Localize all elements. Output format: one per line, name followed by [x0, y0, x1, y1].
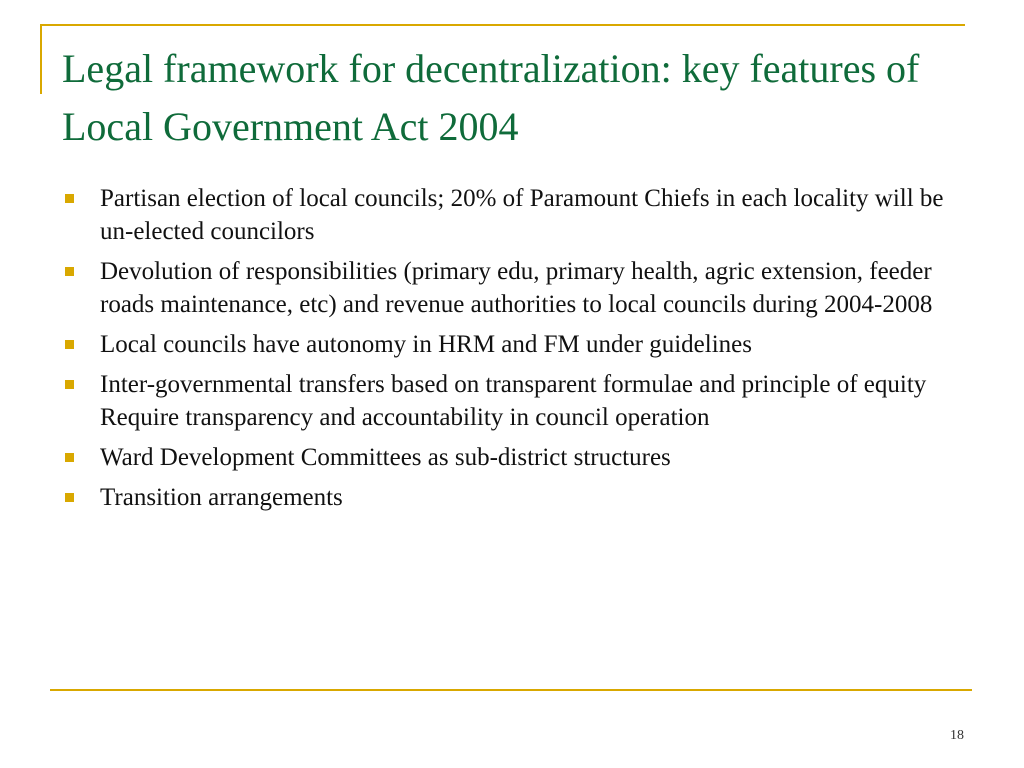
slide-page-number: 18	[950, 728, 964, 743]
left-accent-rule	[40, 24, 42, 94]
bullet-text: Partisan election of local councils; 20% of Paramount Chiefs in each locality will be un-elected councilors	[100, 185, 944, 245]
bullet-item	[62, 368, 967, 434]
slide-title: Legal framework for decentralization: key features of Local Government Act 2004	[62, 46, 920, 149]
square-bullet-icon	[65, 453, 74, 462]
bullet-item	[62, 328, 967, 361]
square-bullet-icon	[65, 380, 74, 389]
square-bullet-icon	[65, 194, 74, 203]
bullet-text: Devolution of responsibilities (primary edu, primary health, agric extension, feeder roads maintenance, etc) and revenue authorities to local councils during 2004-2008	[100, 258, 933, 318]
bullet-item	[62, 481, 967, 514]
top-accent-rule	[40, 24, 965, 26]
bullet-text: Local councils have autonomy in HRM and FM under guidelines	[100, 331, 752, 358]
square-bullet-icon	[65, 340, 74, 349]
bullet-item	[62, 255, 967, 321]
bottom-accent-rule	[50, 689, 972, 691]
bullet-text: Inter-governmental transfers based on transparent formulae and principle of equity Require transparency and accountability in council operation	[100, 371, 927, 431]
bullet-item	[62, 182, 967, 248]
bullet-text: Ward Development Committees as sub-district structures	[100, 444, 671, 471]
bullet-list	[62, 182, 967, 521]
bullet-text: Transition arrangements	[100, 484, 343, 511]
bullet-item	[62, 441, 967, 474]
square-bullet-icon	[65, 493, 74, 502]
square-bullet-icon	[65, 267, 74, 276]
